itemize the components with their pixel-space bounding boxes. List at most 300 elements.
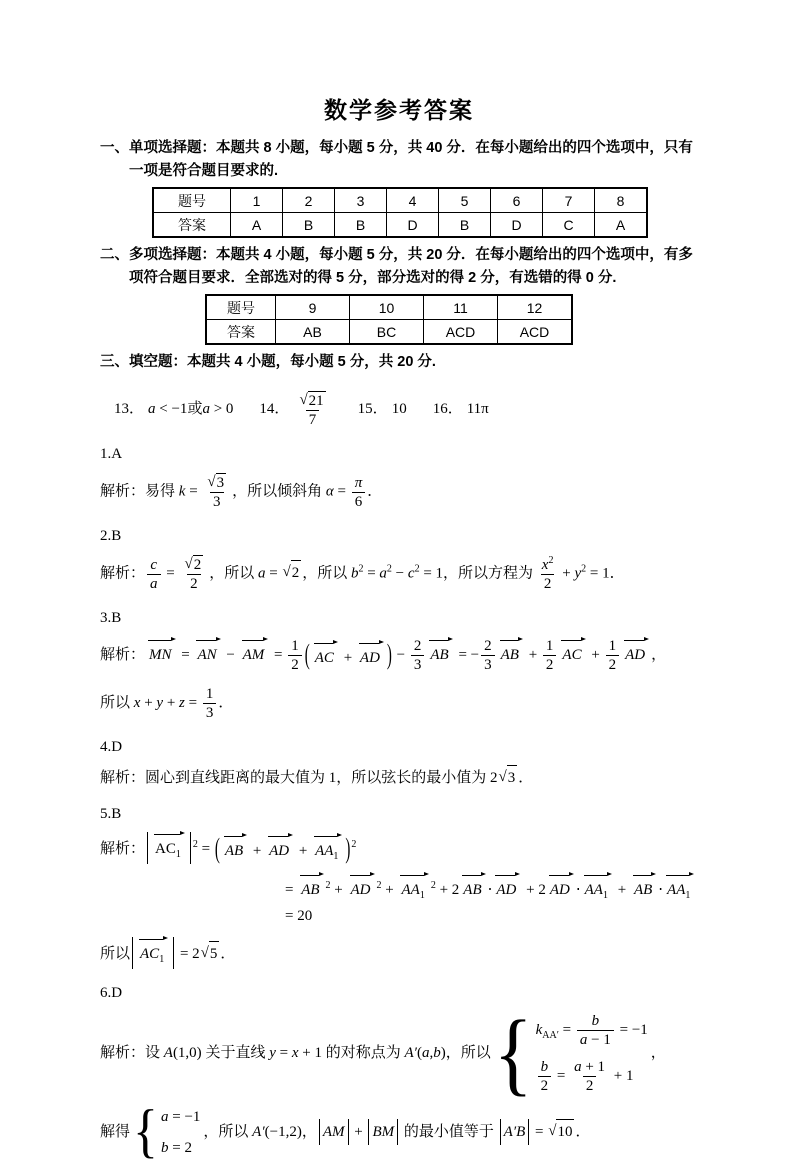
math-number: = (275, 1044, 292, 1061)
math-sqrt (548, 1119, 574, 1144)
math-number: 2 (291, 565, 300, 582)
math-number: = − (454, 646, 480, 663)
math-number: 2 (484, 638, 492, 654)
math-variable: A (163, 1044, 173, 1061)
math-variable: a (202, 401, 210, 418)
fill-in-item (259, 392, 331, 428)
solution-line (100, 874, 698, 928)
fraction-denominator (203, 703, 217, 722)
fraction-denominator (147, 574, 161, 593)
math-number: < −1 (155, 401, 188, 418)
math-number: + (381, 881, 398, 898)
math-text: 解析： (100, 565, 146, 582)
left-paren: ( (304, 640, 310, 671)
math-number: 3 (205, 705, 214, 721)
math-variable: b (433, 1044, 441, 1061)
math-number: = 1 (586, 565, 610, 582)
answer-cell: C (543, 213, 595, 238)
math-number: = 1 (419, 565, 444, 582)
math-subscript: AA′ (542, 1029, 559, 1041)
math-number: ) (440, 1044, 446, 1061)
fraction-numerator (539, 555, 557, 574)
math-number: 3 (507, 770, 516, 786)
math-number: + 2 (522, 881, 546, 898)
answer-cell: D (491, 213, 543, 238)
math-number: 3 (484, 657, 492, 673)
math-variable: a (574, 1058, 582, 1075)
question-number-cell: 12 (498, 295, 573, 320)
question-number-cell: 11 (424, 295, 498, 320)
single-choice-table-body (153, 188, 647, 237)
question-number-cell: 2 (283, 188, 335, 213)
math-subscript: 1 (419, 889, 425, 901)
question-number-label-cell: 题号 (153, 188, 231, 213)
table-row (153, 188, 647, 213)
math-number: − (222, 646, 239, 663)
math-variable: AD (496, 881, 517, 898)
math-variable: a (257, 565, 266, 582)
math-fraction (606, 637, 620, 674)
answer-cell: B (335, 213, 387, 238)
math-variable: AB (301, 881, 320, 898)
math-variable: A′B (503, 1123, 526, 1140)
radicand (556, 1119, 574, 1144)
left-paren: ( (214, 834, 220, 865)
fraction-numerator (411, 637, 425, 655)
question-number-cell: 10 (350, 295, 424, 320)
math-number: = 2 (176, 945, 200, 962)
question-number-cell: 3 (335, 188, 387, 213)
fraction-denominator (541, 574, 555, 593)
math-number: = (270, 646, 287, 663)
fraction-numerator (606, 637, 620, 655)
cases-row (536, 1057, 648, 1096)
math-number: = (558, 1021, 575, 1038)
solution-label: 1.A (100, 446, 123, 462)
fraction-numerator (288, 637, 302, 655)
answer-cell: AB (276, 320, 350, 345)
math-number: − (391, 565, 408, 582)
radical-sign-icon: √ (207, 474, 216, 490)
math-number: + 1 (610, 1067, 634, 1084)
table-row (206, 295, 572, 320)
math-fraction (571, 1058, 608, 1095)
math-vector (349, 874, 375, 902)
math-variable: A′ (252, 1123, 265, 1140)
math-number: 11π (466, 401, 489, 418)
answer-cell: ACD (498, 320, 573, 345)
math-superscript: 2 (581, 563, 587, 575)
math-number: (1,0) (172, 1044, 202, 1061)
math-superscript: 2 (430, 879, 436, 891)
math-subscript: 1 (685, 889, 691, 901)
math-number: ( (416, 1044, 422, 1061)
math-absolute-value (368, 1119, 398, 1145)
right-paren: ) (345, 834, 351, 865)
fraction-numerator (481, 637, 495, 655)
paren-content (221, 835, 345, 865)
math-number: = (363, 565, 380, 582)
math-fraction (295, 391, 329, 429)
fraction-denominator (481, 655, 495, 674)
cases-row (536, 1011, 648, 1050)
math-vector (548, 874, 574, 902)
fraction-denominator (606, 655, 620, 674)
math-vector (153, 833, 185, 863)
math-superscript: 2 (386, 563, 392, 575)
math-text: ，所以 (445, 1044, 491, 1061)
math-text: ，所以 (209, 565, 258, 582)
math-cases-system (133, 1098, 201, 1164)
math-variable: AD (269, 842, 290, 859)
page-title: 数学参考答案 (324, 97, 474, 123)
math-number: , (429, 1044, 434, 1061)
fill-in-question-number: 13． (114, 401, 145, 418)
math-variable: b (540, 1058, 549, 1075)
math-variable: BM (372, 1123, 395, 1140)
solution-line (100, 636, 698, 675)
fraction-numerator (180, 555, 207, 574)
fraction-numerator (571, 1058, 608, 1076)
math-number: + (249, 842, 266, 859)
math-variable: k (178, 483, 186, 500)
radicand (507, 765, 518, 790)
math-variable: AA (315, 842, 334, 859)
math-vector (583, 874, 612, 904)
math-parentheses (214, 835, 352, 865)
math-text: 关于直线 (201, 1044, 270, 1061)
math-text: 所以 (100, 694, 134, 711)
math-variable: c (150, 556, 158, 573)
math-number: 3 (213, 494, 221, 510)
math-subscript: 1 (159, 953, 165, 965)
fraction-numerator (295, 391, 329, 410)
math-number: = (177, 646, 194, 663)
math-text: ， (301, 1123, 317, 1140)
math-number: 2 (291, 657, 299, 673)
math-sqrt (499, 765, 518, 790)
math-number: 1 (291, 638, 299, 654)
math-superscript: 2 (358, 563, 364, 575)
cases-rows (161, 1105, 200, 1160)
math-number: 7 (308, 412, 317, 428)
math-variable: a (160, 1108, 169, 1125)
math-fraction (203, 473, 230, 511)
math-number: + 2 (435, 881, 460, 898)
fraction-numerator (203, 473, 230, 492)
math-vector (195, 639, 220, 667)
cases-brace: { (133, 1098, 158, 1164)
radical-sign-icon: √ (548, 1122, 557, 1139)
math-number: = (333, 483, 350, 500)
radicand (308, 391, 326, 410)
fill-in-question-number: 15． (357, 401, 388, 418)
math-fraction (180, 555, 207, 593)
math-text: 的对称点为 (321, 1044, 405, 1061)
math-number: + (330, 881, 347, 898)
section-3-heading: 三、填空题：本题共 4 小题，每小题 5 分，共 20 分. (100, 354, 436, 370)
math-superscript: 2 (414, 563, 420, 575)
radical-sign-icon: √ (282, 564, 291, 581)
math-vector (665, 874, 694, 904)
math-vector (399, 874, 428, 904)
math-variable: a (421, 1044, 430, 1061)
fill-in-answers (114, 390, 698, 430)
math-number: (−1,2) (264, 1123, 302, 1140)
math-superscript: 2 (548, 555, 554, 566)
math-number: + (163, 694, 180, 711)
math-vector (494, 874, 520, 902)
math-number: 3 (216, 475, 225, 491)
fraction-denominator (538, 1076, 552, 1095)
question-number-cell: 4 (387, 188, 439, 213)
math-variable: b (591, 1012, 600, 1029)
math-variable: x (133, 694, 141, 711)
math-sqrt (282, 560, 301, 585)
multi-choice-table-body (206, 295, 572, 344)
fraction-numerator (203, 685, 217, 703)
math-number: = 20 (285, 907, 313, 924)
math-cases-system (493, 1000, 648, 1105)
math-text: 解析：易得 (100, 483, 179, 500)
math-number: − 1 (587, 1031, 611, 1048)
math-fraction (352, 474, 366, 511)
fill-in-question-number: 16． (432, 401, 463, 418)
fraction-denominator (210, 492, 224, 511)
cases-row (161, 1105, 200, 1129)
question-number-cell: 6 (491, 188, 543, 213)
radicand (209, 941, 220, 966)
fill-in-question-number: 14． (259, 401, 290, 418)
math-sqrt (207, 473, 226, 492)
math-vector (632, 874, 656, 902)
math-variable: AA (667, 881, 686, 898)
math-variable: AC (562, 646, 582, 663)
math-number: = −1 (615, 1021, 648, 1038)
section-2-heading: 二、多项选择题：本题共 4 小题，每小题 5 分，共 20 分．在每小题给出的四个选项中，有多项符合题目要求．全部选对的得 5 分，部分选对的得 2 分，有选错的得 0 分. (100, 247, 693, 286)
math-text: ，所以 (302, 565, 351, 582)
math-vector (267, 835, 293, 863)
math-text: 解析：圆心到直线距离的最大值为 1，所以弦长的最小值为 (100, 770, 491, 786)
question-number-cell: 7 (543, 188, 595, 213)
math-number: = (265, 565, 282, 582)
answer-cell: A (231, 213, 283, 238)
fraction-numerator (543, 637, 557, 655)
math-variable: k (535, 1021, 543, 1038)
table-row (206, 320, 572, 345)
math-subscript: 1 (175, 849, 181, 860)
math-text: ，所以倾斜角 (232, 483, 326, 500)
math-number: 3 (413, 657, 422, 673)
answer-label-cell: 答案 (153, 213, 231, 238)
math-text: ． (609, 565, 625, 582)
math-number: + (140, 694, 157, 711)
math-absolute-value (147, 832, 191, 864)
fill-in-item (358, 401, 407, 417)
math-variable: y (156, 694, 164, 711)
fraction-numerator (538, 1058, 552, 1076)
math-number: 2 (545, 657, 554, 673)
math-vector (623, 639, 649, 667)
math-vector (428, 639, 452, 667)
fraction-denominator (288, 655, 302, 674)
math-vector (241, 639, 269, 667)
math-number: ⋅ (487, 881, 493, 898)
table-row (153, 213, 647, 238)
math-vector (138, 938, 168, 968)
math-text: 所以 (100, 945, 131, 962)
answer-cell: BC (350, 320, 424, 345)
math-fraction (538, 1058, 552, 1095)
fraction-numerator (589, 1012, 603, 1030)
math-number: 5 (209, 945, 218, 962)
math-text: 解析： (100, 841, 146, 857)
math-variable: AB (633, 881, 653, 898)
math-text: 解得 (100, 1123, 131, 1140)
math-text: ． (367, 483, 383, 500)
math-number: 2 (193, 557, 202, 573)
math-variable: y (574, 565, 582, 582)
math-fraction (147, 556, 161, 593)
math-text: 或 (187, 401, 203, 418)
math-number: = (162, 565, 179, 582)
math-number: 2 (540, 1077, 549, 1094)
solution-line (100, 937, 698, 969)
fraction-denominator (306, 410, 320, 429)
answer-cell: B (439, 213, 491, 238)
math-fraction (411, 637, 425, 674)
math-number: > 0 (209, 401, 234, 418)
math-vector (560, 639, 585, 667)
math-number: 2 (585, 1077, 594, 1094)
math-number: 2 (543, 576, 552, 592)
math-variable: AB (463, 881, 482, 898)
math-superscript: 2 (376, 879, 382, 891)
math-superscript: 2 (325, 879, 331, 891)
math-number: + (587, 646, 604, 663)
fraction-numerator (147, 556, 160, 574)
math-number: 2 (490, 770, 498, 786)
solution-label: 5.B (100, 806, 122, 822)
fraction-denominator (577, 1030, 614, 1049)
math-number: + (613, 881, 630, 898)
math-number: 1 (205, 686, 214, 702)
math-number: = (553, 1067, 570, 1084)
math-number: 1 (608, 638, 617, 654)
math-variable: AB (500, 646, 519, 663)
solution-line (100, 765, 698, 790)
math-variable: AD (350, 881, 371, 898)
math-number: + 1 (581, 1058, 606, 1075)
solutions-list (100, 446, 698, 1164)
math-sqrt (299, 391, 325, 410)
math-vector (313, 835, 342, 865)
fraction-denominator (411, 655, 425, 674)
math-variable: b (160, 1139, 169, 1156)
math-vector (299, 874, 323, 902)
math-sqrt (201, 941, 220, 966)
math-variable: AA (401, 881, 420, 898)
fraction-denominator (543, 655, 557, 674)
math-fraction (288, 637, 302, 674)
math-number: 10 (391, 401, 407, 418)
math-superscript: 2 (351, 839, 357, 850)
math-number: 6 (354, 493, 363, 510)
question-number-cell: 9 (276, 295, 350, 320)
math-text: ． (220, 945, 236, 962)
math-variable: A′ (404, 1044, 417, 1061)
paren-content (311, 642, 386, 670)
math-number: − (392, 646, 409, 663)
math-variable: c (407, 565, 415, 582)
single-choice-table (152, 187, 648, 238)
solution-label: 4.D (100, 739, 123, 755)
math-number: = (285, 881, 298, 898)
cases-brace: { (493, 1000, 533, 1105)
fraction-denominator (187, 574, 201, 593)
math-sqrt (184, 555, 203, 574)
math-text: ． (218, 694, 234, 711)
math-text: 解析： (100, 646, 146, 663)
math-number: 2 (413, 638, 422, 654)
fill-in-item (433, 401, 489, 417)
math-number: 2 (608, 657, 617, 673)
math-variable: AD (359, 649, 380, 666)
math-variable: AN (197, 646, 217, 663)
math-variable: α (325, 483, 334, 500)
math-variable: AA (584, 881, 603, 898)
math-variable: z (179, 694, 185, 711)
math-number: + (524, 646, 541, 663)
math-text: ，所以 (203, 1123, 253, 1140)
math-vector (313, 642, 338, 670)
solution-line (100, 684, 698, 723)
math-number: + (558, 565, 575, 582)
math-variable: AM (322, 1123, 345, 1140)
math-number: + (339, 649, 356, 666)
right-paren: ) (386, 640, 392, 671)
math-variable: AD (625, 646, 646, 663)
math-fraction (539, 555, 557, 593)
math-text: ． (575, 1123, 591, 1140)
answer-cell: B (283, 213, 335, 238)
math-number: + 1 (298, 1044, 322, 1061)
question-number-cell: 5 (439, 188, 491, 213)
math-fraction (203, 685, 217, 722)
math-superscript: 2 (192, 839, 198, 850)
math-subscript: 1 (602, 889, 608, 901)
math-variable: x (541, 557, 549, 573)
math-text: 的最小值等于 (400, 1123, 498, 1140)
math-text: ，所以方程为 (443, 565, 537, 582)
answer-cell: ACD (424, 320, 498, 345)
math-number: = (185, 483, 202, 500)
math-variable: a (379, 565, 387, 582)
solution-label: 2.B (100, 528, 122, 544)
math-number: = (184, 694, 201, 711)
math-variable: AC (140, 945, 160, 962)
math-variable: a (579, 1031, 588, 1048)
solution-line (100, 472, 698, 512)
solution-label: 3.B (100, 610, 122, 626)
radicand (291, 560, 302, 585)
solution-label: 6.D (100, 984, 123, 1001)
radicand (193, 555, 204, 574)
math-fraction (577, 1012, 614, 1049)
math-vector (499, 639, 523, 667)
math-vector (358, 642, 384, 670)
math-number: = (531, 1123, 548, 1140)
